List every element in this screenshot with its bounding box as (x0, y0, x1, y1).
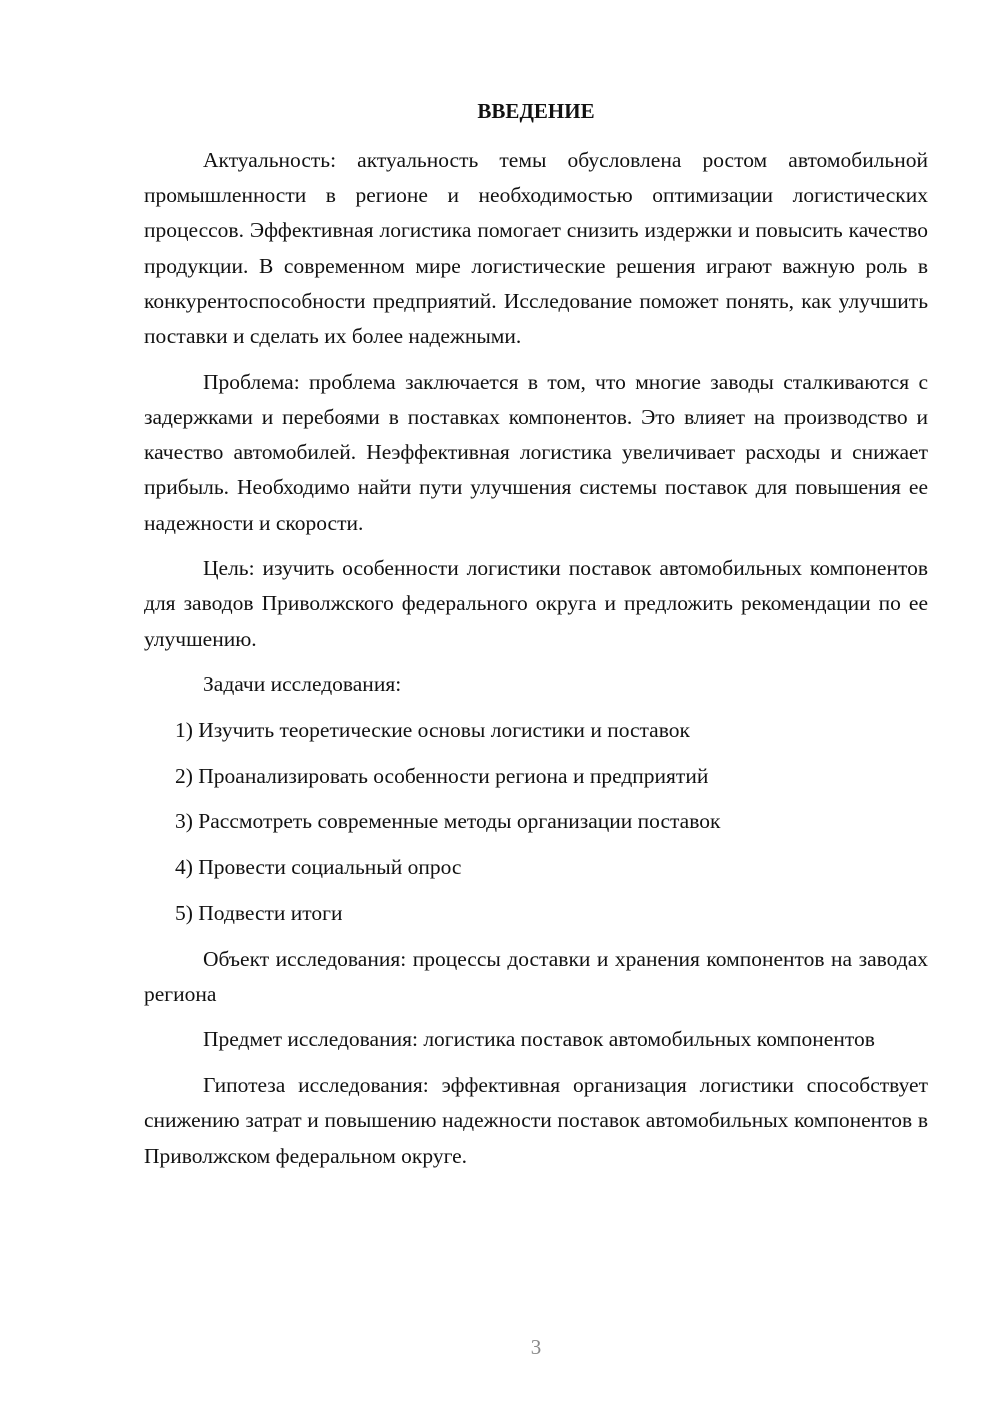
task-item: 1) Изучить теоретические основы логистики и поставок (175, 718, 690, 743)
problem-paragraph: Проблема: проблема заключается в том, что многие заводы сталкиваются с задержками и перебоями в поставках компонентов. Это влияет на производство и качество автомобилей. Неэффективная логистика увеличивает расходы и снижает прибыль. Необходимо найти пути улучшения системы поставок для повышения ее надежности и скорости. (144, 369, 928, 535)
object-paragraph: Объект исследования: процессы доставки и хранения компонентов на заводах региона (144, 946, 928, 1006)
tasks-heading: Задачи исследования: (203, 672, 402, 697)
section-heading: ВВЕДЕНИЕ (477, 99, 595, 123)
task-item: 2) Проанализировать особенности региона и предприятий (175, 763, 709, 788)
document-body (144, 143, 928, 1174)
hypothesis-paragraph: Гипотеза исследования: эффективная организация логистики способствует снижению затрат и повышению надежности поставок автомобильных компонентов в Приволжском федеральном округе. (144, 1073, 928, 1168)
task-item: 5) Подвести итоги (175, 900, 343, 925)
relevance-paragraph: Актуальность: актуальность темы обусловлена ростом автомобильной промышленности в регионе и необходимостью оптимизации логистических процессов. Эффективная логистика помогает снизить издержки и повысить качество продукции. В современном мире логистические решения играют важную роль в конкурентоспособности предприятий. Исследование поможет понять, как улучшить поставки и сделать их более надежными. (144, 148, 928, 349)
goal-paragraph: Цель: изучить особенности логистики поставок автомобильных компонентов для заводов Приволжского федерального округа и предложить рекомендации по ее улучшению. (144, 556, 928, 651)
page-number: 3 (530, 1335, 542, 1359)
task-item: 3) Рассмотреть современные методы организации поставок (175, 809, 721, 834)
subject-paragraph: Предмет исследования: логистика поставок автомобильных компонентов (203, 1027, 875, 1052)
tasks-list (144, 713, 928, 931)
task-item: 4) Провести социальный опрос (175, 855, 462, 880)
